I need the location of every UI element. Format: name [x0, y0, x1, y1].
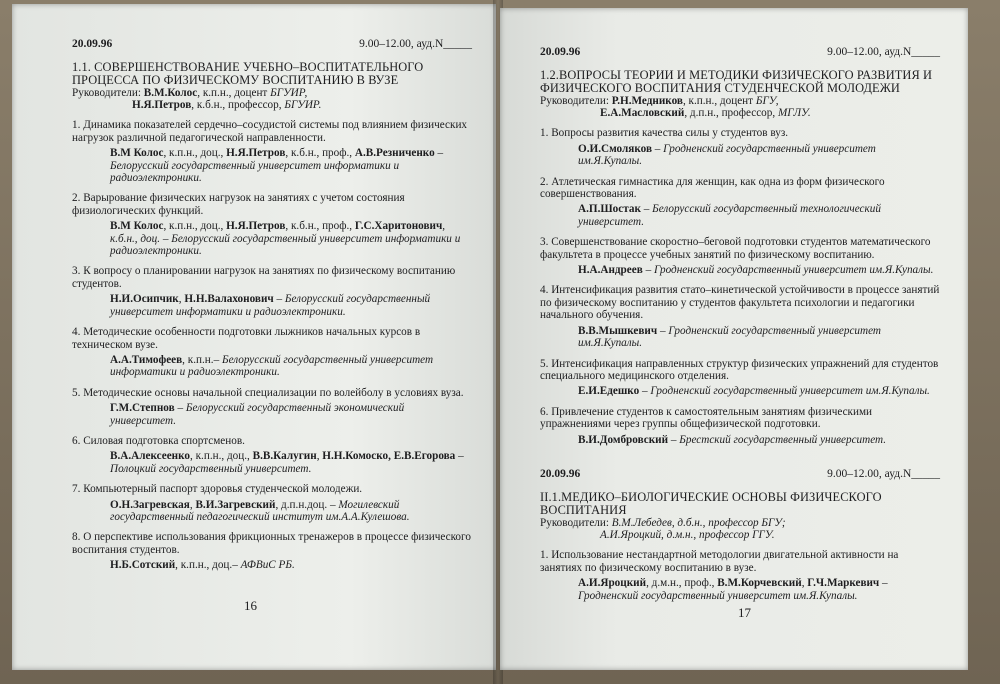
leader-org: БГУИР, [270, 86, 308, 99]
author-name: Н.Б.Сотский [110, 559, 176, 572]
author-name: Г.Ч.Маркевич [807, 577, 880, 590]
author-name: Н.Я.Петров [226, 220, 286, 233]
item-authors [110, 354, 472, 379]
author-info: , [316, 450, 323, 463]
author-name: В.И.Загревский [195, 498, 276, 511]
item-authors [110, 559, 472, 571]
author-info: , к.б.н., проф., [285, 220, 355, 233]
author-name: Е.И.Едешко [578, 385, 640, 398]
item-title: 3. Совершенствование скоростно–беговой подготовки студентов математического факультета в процессе учебных занятий по физическому воспитанию. [540, 236, 931, 261]
author-name: В.И.Домбровский [578, 433, 669, 446]
item-title: 8. О перспективе использования фрикционных тренажеров в процессе физического воспитания студентов. [72, 531, 471, 556]
leader-line: А.И.Яроцкий, д.м.н., профессор ГГУ. [600, 528, 775, 541]
leader-info: , к.б.н., профессор, [191, 99, 285, 111]
item-authors [578, 325, 940, 350]
leader-org: БГУ, [755, 94, 779, 107]
item-title: 4. Интенсификация развития стато–кинетической устойчивости в процессе занятий по физическому воспитанию у студентов факультета психологии и педагогики начального обучения. [540, 284, 940, 322]
left-time: 9.00–12.00, ауд.N_____ [359, 38, 472, 50]
author-org: – Брестский государственный университет. [668, 433, 887, 446]
leader-info: , д.п.н., профессор, [684, 107, 778, 119]
item-authors [110, 220, 472, 257]
author-name: В.В.Калугин [252, 450, 317, 463]
item-authors [578, 434, 940, 446]
author-name: Н.Н.Комоско, Е.В.Егорова [322, 450, 456, 463]
author-info: , к.б.н., проф., [285, 147, 355, 160]
author-info: , к.п.н., доц., [163, 220, 227, 233]
right-page-number: 17 [738, 605, 751, 620]
author-name: А.П.Шостак [578, 203, 641, 216]
right-header-2 [540, 468, 940, 480]
item-authors [110, 293, 472, 318]
item-authors [110, 450, 472, 475]
item-title: 5. Методические основы начальной специализации по волейболу в условиях вуза. [72, 386, 464, 399]
right-items-list [540, 127, 940, 446]
leader-name: В.М.Колос [143, 86, 198, 99]
item-authors [578, 264, 940, 276]
item-title: 3. К вопросу о планировании нагрузок на занятиях по физическому воспитанию студентов. [72, 265, 456, 290]
left-header [72, 38, 472, 50]
leader-info: , к.п.н., доцент [682, 94, 756, 107]
author-info: , [178, 293, 185, 306]
author-name: А.В.Резниченко [354, 147, 435, 160]
author-org: – Гродненский государственный университет им.Я.Купалы. [642, 264, 934, 277]
leader-name: Н.Я.Петров [132, 99, 192, 111]
author-name: О.И.Смоляков [578, 142, 652, 155]
author-org: – Белорусский государственный университет информатики и радиоэлектроники. [110, 147, 444, 185]
author-info: , к.п.н., доц. [175, 559, 233, 572]
leader-name: Р.Н.Медников [611, 94, 683, 107]
item-title: 2. Атлетическая гимнастика для женщин, как одна из форм физического совершенствования. [540, 175, 885, 201]
item-title: 2. Варырование физических нагрузок на занятиях с учетом состояния физиологических функций. [72, 192, 405, 217]
item-authors [578, 385, 940, 397]
left-leaders [72, 87, 472, 99]
author-name: А.А.Тимофеев [110, 353, 183, 366]
item-authors [110, 147, 472, 184]
left-section-title: 1.1. СОВЕРШЕНСТВОВАНИЕ УЧЕБНО–ВОСПИТАТЕЛЬНОГО ПРОЦЕССА ПО ФИЗИЧЕСКОМУ ВОСПИТАНИЮ В ВУЗЕ [72, 60, 424, 87]
left-date: 20.09.96 [72, 38, 113, 50]
left-page-content [72, 38, 472, 572]
right-leaders-2 [600, 107, 940, 119]
section2-item-title: 1. Использование нестандартной методологии двигательной активности на занятиях по физическому воспитанию в вузе. [540, 549, 899, 574]
author-org: – Белорусский государственный технологический университет. [578, 203, 881, 228]
author-name: Н.Н.Валахонович [184, 293, 274, 306]
section2-item-authors [578, 577, 940, 602]
item-authors [578, 143, 940, 168]
author-name: В.М Колос [110, 220, 164, 233]
author-name: Г.М.Степнов [110, 402, 175, 415]
leader-name: Е.А.Масловский [600, 107, 685, 119]
author-org: – Полоцкий государственный университет. [110, 450, 464, 475]
left-page-number: 16 [244, 598, 257, 613]
right-leaders-section2 [540, 517, 940, 529]
right-header [540, 46, 940, 58]
author-org: – Гродненский государственный университет им.Я.Купалы. [578, 577, 888, 602]
left-leaders-2 [132, 99, 472, 111]
item-title: 7. Компьютерный паспорт здоровья студенческой молодежи. [72, 483, 363, 496]
right-time: 9.00–12.00, ауд.N_____ [827, 46, 940, 58]
right-section-title: 1.2.ВОПРОСЫ ТЕОРИИ И МЕТОДИКИ ФИЗИЧЕСКОГО РАЗВИТИЯ И ФИЗИЧЕСКОГО ВОСПИТАНИЯ СТУДЕНЧЕСКОЙ МОЛОДЕЖИ [540, 68, 933, 95]
left-page [12, 4, 496, 670]
author-info: , д.м.н., проф., [646, 577, 718, 590]
right-time-2: 9.00–12.00, ауд.N_____ [827, 467, 940, 480]
author-org: – Белорусский государственный экономический университет. [110, 402, 405, 427]
item-authors [110, 402, 472, 427]
right-date: 20.09.96 [540, 46, 581, 58]
author-org: – Гродненский государственный университет им.Я.Купалы. [578, 142, 876, 168]
author-org: – Белорусский государственный университет информатики и радиоэлектроники. [110, 293, 431, 318]
author-info: , к.п.н., доц., [163, 147, 227, 160]
author-name: В.В.Мышкевич [578, 324, 658, 337]
author-info: , к.п.н. [182, 353, 214, 366]
leader-line: В.М.Лебедев, д.б.н., профессор БГУ; [611, 516, 786, 529]
author-org: – Белорусский государственный университет информатики и радиоэлектроники. [110, 353, 434, 379]
leader-org: МГЛУ. [777, 107, 811, 119]
right-section-title-2: II.1.МЕДИКО–БИОЛОГИЧЕСКИЕ ОСНОВЫ ФИЗИЧЕСКОГО ВОСПИТАНИЯ [540, 490, 882, 517]
leader-info: , к.п.н., доцент [197, 86, 271, 99]
leader-org: БГУИР. [284, 99, 322, 111]
author-name: Н.Я.Петров [226, 147, 286, 160]
author-name: Г.С.Харитонович [354, 220, 443, 233]
right-leaders-section2-2 [600, 529, 940, 541]
author-name: В.М.Корчевский [717, 577, 802, 590]
author-org: – Могилевский государственный педагогический институт им.А.А.Кулешова. [110, 498, 410, 523]
author-org: – АФВиС РБ. [232, 559, 295, 572]
author-org: , к.б.н., доц. – Белорусский государственный университет информатики и радиоэлектроники. [110, 220, 461, 258]
right-leaders [540, 95, 940, 107]
item-authors [110, 499, 472, 524]
item-title: 1. Вопросы развития качества силы у студентов вуз. [540, 127, 789, 140]
author-info: , д.п.н.доц. [275, 498, 330, 511]
item-title: 1. Динамика показателей сердечно–сосудистой системы под влиянием физических нагрузок различной педагогической направленности. [72, 119, 468, 144]
author-org: – Гродненский государственный университет им.Я.Купалы. [578, 324, 881, 350]
item-authors [578, 203, 940, 228]
right-page-content [540, 46, 940, 602]
left-items-list [72, 119, 472, 571]
right-page [500, 8, 968, 670]
author-org: – Гродненский государственный университет им.Я.Купалы. [639, 385, 930, 398]
author-name: Н.И.Осипчик [110, 293, 179, 306]
item-title: 5. Интенсификация направленных структур физических упражнений для студентов специального медицинского отделения. [540, 357, 939, 382]
leaders-label: Руководители: [72, 86, 141, 99]
author-name: В.М Колос [110, 147, 164, 160]
author-info: , к.п.н., доц., [190, 450, 253, 463]
item-title: 6. Силовая подготовка спортсменов. [72, 434, 245, 447]
item-title: 6. Привлечение студентов к самостоятельным занятиям физическими упражнениями через группы общефизической подготовки. [540, 405, 873, 431]
item-title: 4. Методические особенности подготовки лыжников начальных курсов в техническом вузе. [72, 326, 421, 351]
right-date-2: 20.09.96 [540, 467, 581, 480]
author-name: О.Н.Загревская [110, 498, 190, 511]
author-info: , [189, 498, 196, 511]
author-name: В.А.Алексеенко [110, 450, 190, 463]
author-info: , [801, 577, 808, 590]
author-name: Н.А.Андреев [578, 264, 643, 277]
leaders-label: Руководители: [540, 516, 609, 529]
leaders-label: Руководители: [540, 94, 609, 107]
author-name: А.И.Яроцкий [578, 577, 647, 590]
